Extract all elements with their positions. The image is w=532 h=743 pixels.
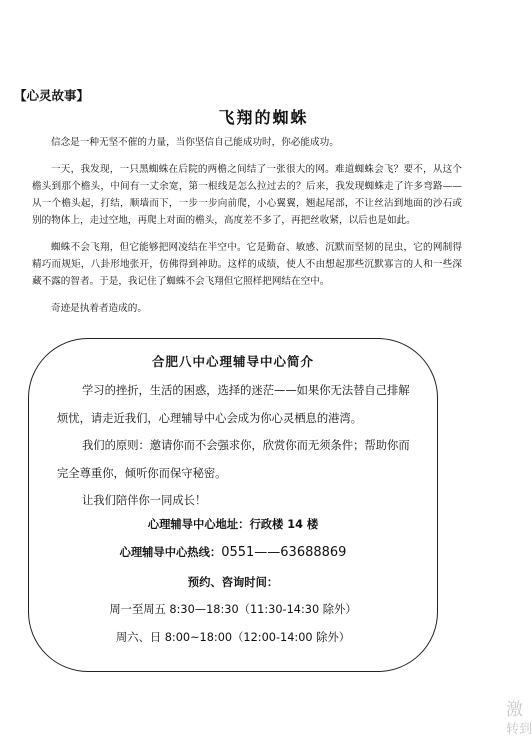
hotline-line xyxy=(29,544,437,560)
story-paragraph-4: 奇迹是执着者造成的。 xyxy=(51,303,147,314)
hours-label: 预约、咨询时间： xyxy=(187,576,279,589)
weekend-hours: 周六、日 8:00~18:00（12:00-14:00 除外） xyxy=(115,631,351,644)
counseling-center-info-box xyxy=(28,338,438,672)
address-value: 行政楼 14 楼 xyxy=(249,518,319,531)
story-paragraph-3: 蜘蛛不会飞翔，但它能够把网凌结在半空中。它是勤奋、敏感、沉默而坚韧的昆虫，它的网制得精巧而规矩，八卦形地张开，仿佛得到神助。这样的成绩，使人不由想起那些沉默寡言的人和一些深藏不露的智者。于是，我记住了蜘蛛不会飞翔但它照样把网结在空中。 xyxy=(32,242,462,287)
address-line xyxy=(29,516,437,532)
story-paragraph-2: 一天，我发现，一只黑蜘蛛在后院的两檐之间结了一张很大的网。难道蜘蛛会飞？要不，从这个檐头到那个檐头，中间有一丈余宽，第一根线是怎么拉过去的？后来，我发现蜘蛛走了许多弯路——从一个檐头起，打结，顺墙而下，一步一步向前爬，小心翼翼，翘起尾部，不让丝沾到地面的沙石或别的物体上，走过空地，再爬上对面的檐头，高度差不多了，再把丝收紧，以后也是如此。 xyxy=(32,164,462,226)
info-box-title: 合肥八中心理辅导中心简介 xyxy=(151,354,314,369)
info-box-body xyxy=(57,377,415,515)
hotline-value: 0551——63688869 xyxy=(221,545,347,560)
activation-watermark xyxy=(506,700,532,739)
address-label: 心理辅导中心地址： xyxy=(147,518,250,531)
section-heading: 【心灵故事】 xyxy=(14,88,90,103)
story-paragraph-1: 信念是一种无坚不催的力量，当你坚信自己能成功时，你必能成功。 xyxy=(51,137,339,148)
story-title: 飞翔的蜘蛛 xyxy=(218,108,309,127)
info-paragraph-1: 学习的挫折，生活的困惑，选择的迷茫——如果你无法替自己排解烦忧，请走近我们，心理辅导中心会成为你心灵栖息的港湾。 xyxy=(57,384,410,425)
story-body xyxy=(32,134,462,327)
hotline-label: 心理辅导中心热线： xyxy=(119,546,222,559)
info-paragraph-2: 我们的原则：邀请你而不会强求你，欣赏你而无须条件；帮助你而完全尊重你，倾听你而保守秘密。 xyxy=(57,439,410,480)
watermark-line-2: 转到 xyxy=(506,722,532,737)
weekday-hours: 周一至周五 8:30—18:30（11:30-14:30 除外） xyxy=(109,603,357,616)
info-paragraph-3: 让我们陪伴你一同成长！ xyxy=(82,494,207,507)
watermark-line-1: 激 xyxy=(506,700,523,720)
